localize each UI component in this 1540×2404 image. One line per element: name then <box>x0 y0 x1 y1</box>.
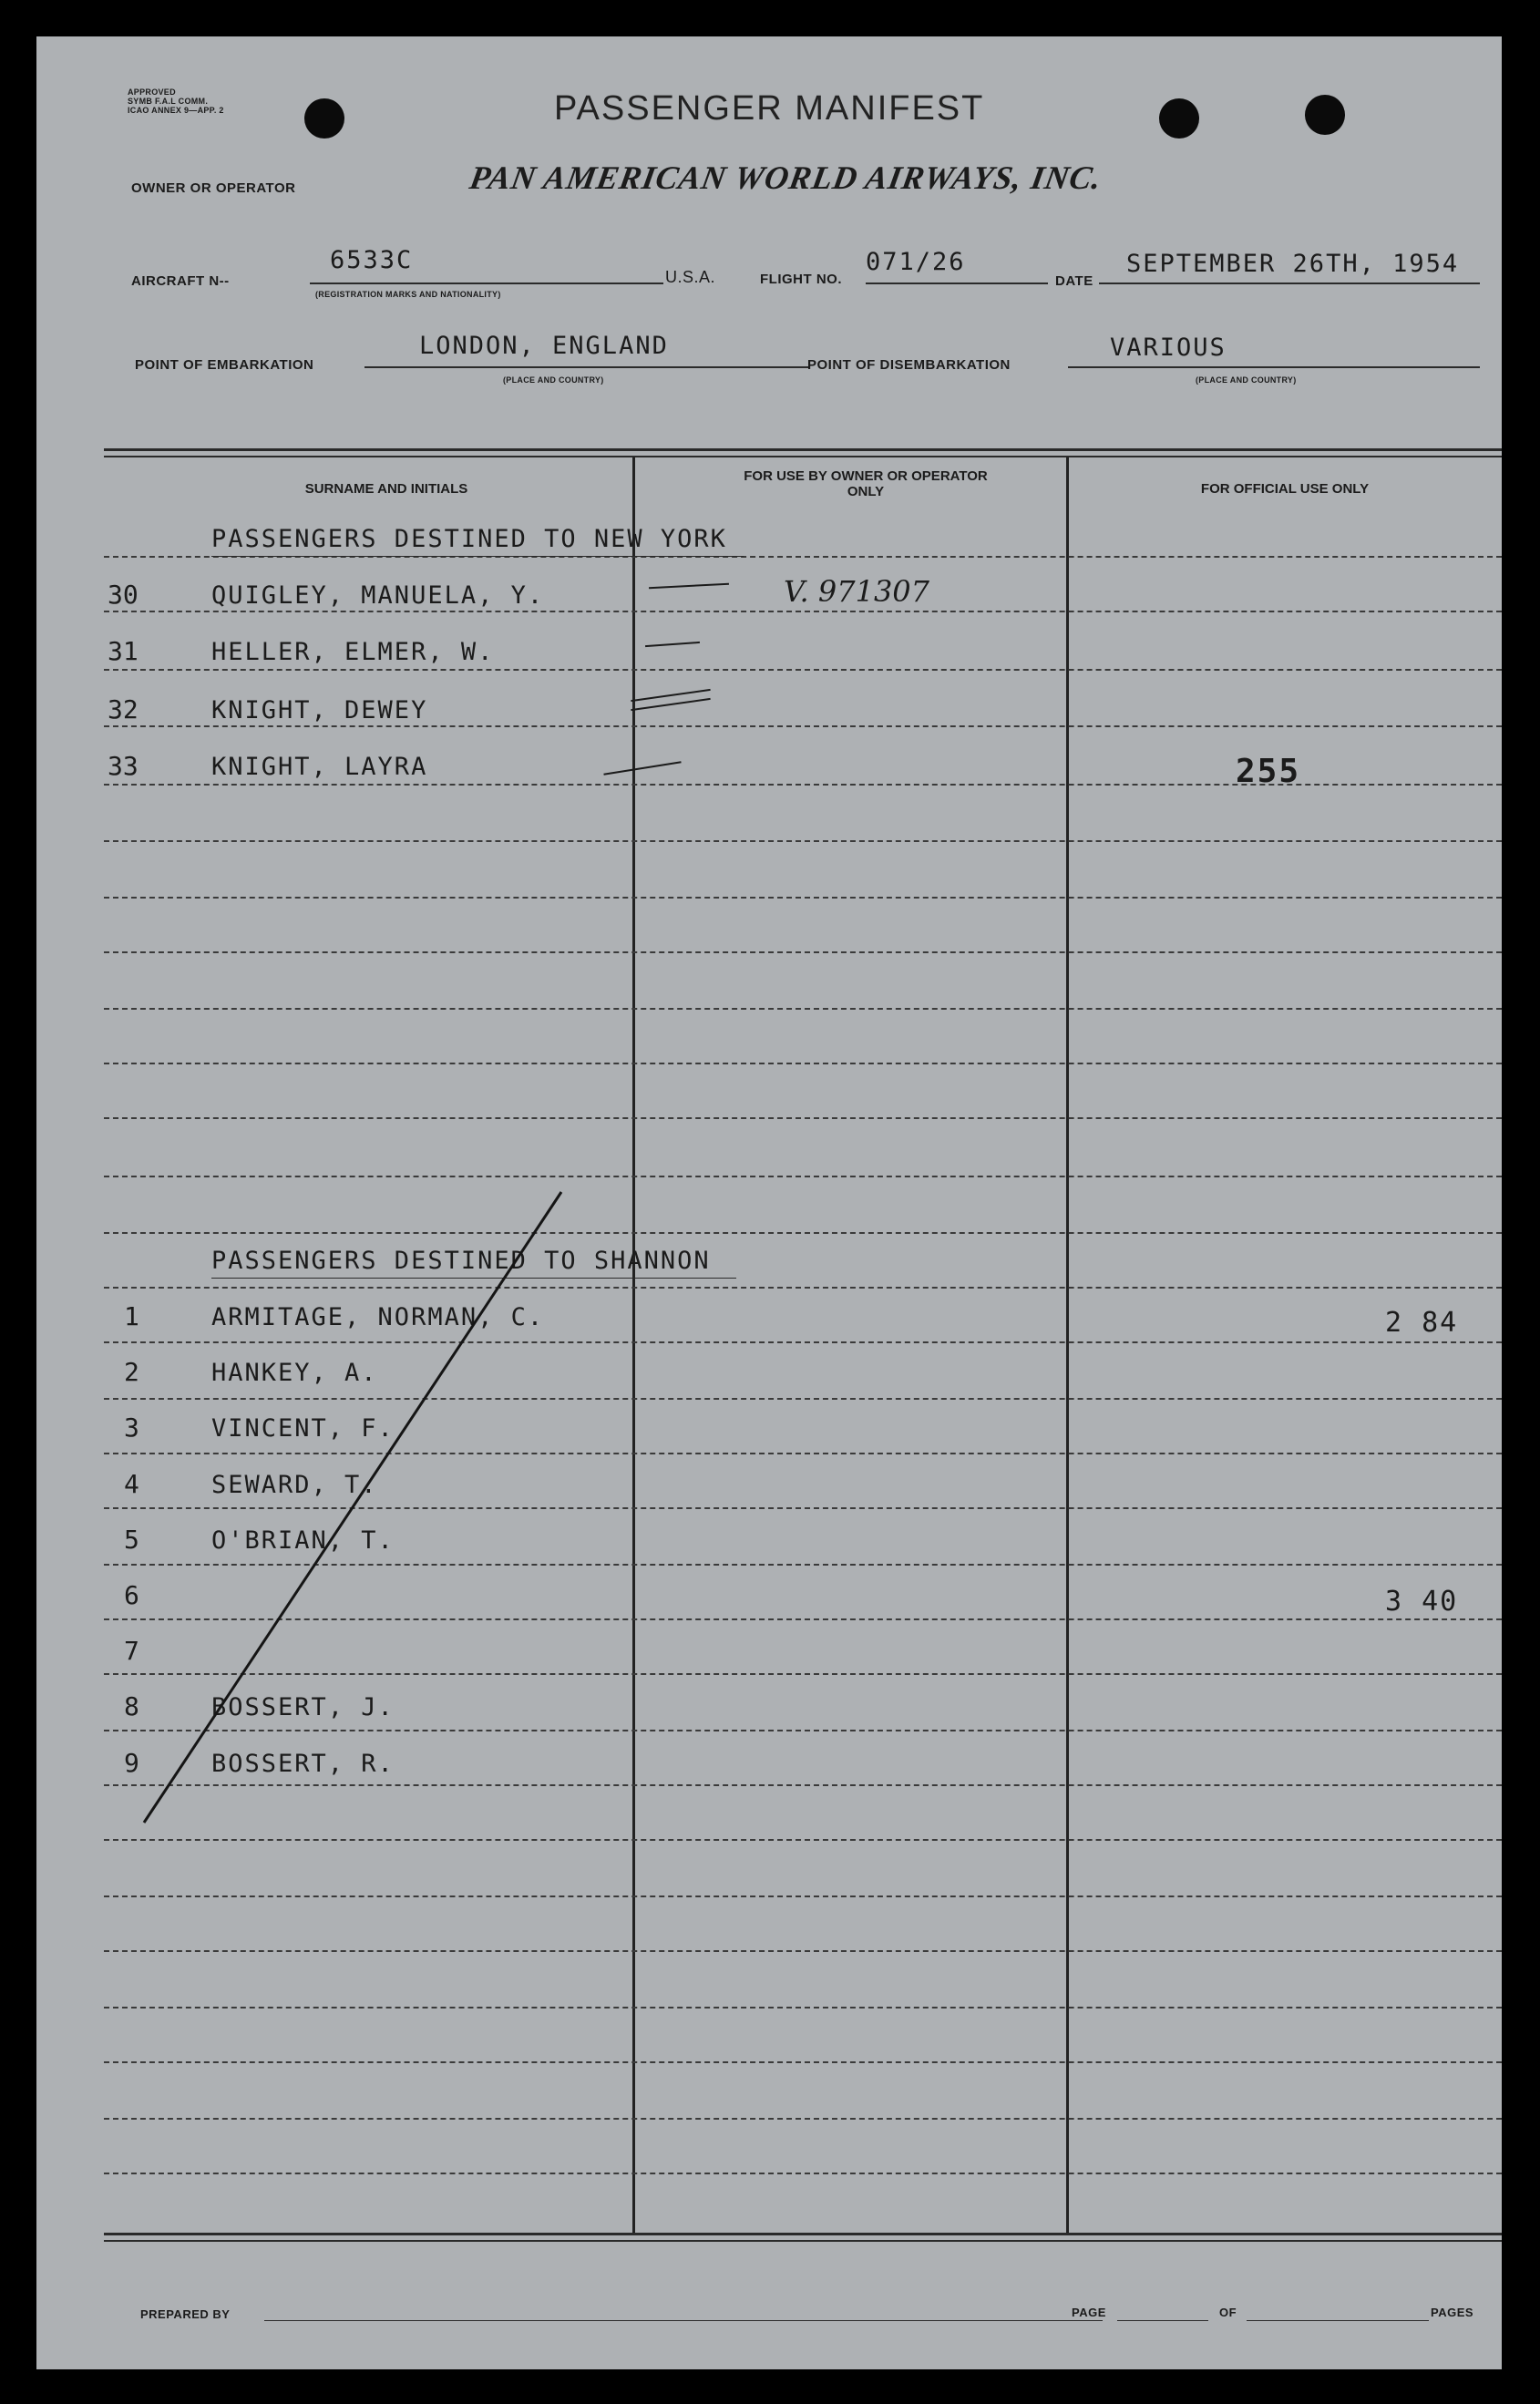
group-heading-shannon: PASSENGERS DESTINED TO SHANNON <box>211 1247 711 1275</box>
aircraft-value: 6533C <box>330 246 414 274</box>
owner-operator-value: PAN AMERICAN WORLD AIRWAYS, INC. <box>467 159 1105 196</box>
owner-note: V. 971307 <box>784 574 930 609</box>
official-use-value: 3 40 <box>1385 1586 1459 1618</box>
row-number: 2 <box>124 1357 139 1387</box>
passenger-name: ARMITAGE, NORMAN, C. <box>211 1303 545 1331</box>
embarkation-value: LONDON, ENGLAND <box>419 332 669 360</box>
aircraft-sublabel: (REGISTRATION MARKS AND NATIONALITY) <box>315 290 501 299</box>
passenger-name: VINCENT, F. <box>211 1414 395 1443</box>
official-use-value: 255 <box>1236 753 1301 790</box>
date-label: DATE <box>1055 273 1093 289</box>
manifest-sheet <box>36 36 1502 2369</box>
row-number: 4 <box>124 1469 139 1499</box>
of-label: OF <box>1219 2306 1237 2319</box>
prepared-by-line <box>264 2320 1103 2321</box>
passenger-name: O'BRIAN, T. <box>211 1526 395 1555</box>
row-number: 33 <box>108 751 139 781</box>
official-use-value: 2 84 <box>1385 1307 1459 1339</box>
table-bottom-rule <box>104 2233 1502 2235</box>
page-line <box>1117 2320 1208 2321</box>
owner-use-column-header: FOR USE BY OWNER OR OPERATOR ONLY <box>744 468 988 499</box>
row-number: 8 <box>124 1691 139 1721</box>
flight-value: 071/26 <box>866 248 966 276</box>
disembarkation-sublabel: (PLACE AND COUNTRY) <box>1196 375 1297 385</box>
disembarkation-label: POINT OF DISEMBARKATION <box>807 357 1011 373</box>
row-number: 1 <box>124 1301 139 1331</box>
aircraft-label: AIRCRAFT N-- <box>131 273 230 289</box>
official-use-column-header: FOR OFFICIAL USE ONLY <box>1200 481 1370 497</box>
owner-operator-label: OWNER OR OPERATOR <box>131 180 296 196</box>
passenger-name: BOSSERT, J. <box>211 1693 395 1721</box>
row-number: 30 <box>108 580 139 610</box>
row-number: 32 <box>108 694 139 724</box>
row-number: 3 <box>124 1413 139 1443</box>
country-text: U.S.A. <box>665 268 716 286</box>
row-number: 9 <box>124 1748 139 1778</box>
row-number: 7 <box>124 1636 139 1666</box>
group-heading-new-york: PASSENGERS DESTINED TO NEW YORK <box>211 525 727 553</box>
disembarkation-value: VARIOUS <box>1110 334 1227 362</box>
strike-through-line <box>36 36 1502 2369</box>
embarkation-label: POINT OF EMBARKATION <box>135 357 314 373</box>
embarkation-sublabel: (PLACE AND COUNTRY) <box>503 375 604 385</box>
prepared-by-label: PREPARED BY <box>140 2307 231 2321</box>
approval-line: APPROVED <box>128 87 176 97</box>
passenger-name: HELLER, ELMER, W. <box>211 638 495 666</box>
of-line <box>1247 2320 1429 2321</box>
passenger-name: BOSSERT, R. <box>211 1750 395 1778</box>
passenger-name: KNIGHT, LAYRA <box>211 753 428 781</box>
passenger-name: QUIGLEY, MANUELA, Y. <box>211 581 545 610</box>
form-title: PASSENGER MANIFEST <box>554 89 985 128</box>
passenger-name: SEWARD, T. <box>211 1471 378 1499</box>
row-number: 31 <box>108 636 139 666</box>
date-value: SEPTEMBER 26TH, 1954 <box>1126 250 1460 278</box>
flight-label: FLIGHT NO. <box>760 272 842 287</box>
passenger-name: KNIGHT, DEWEY <box>211 696 428 724</box>
passenger-name: HANKEY, A. <box>211 1359 378 1387</box>
row-number: 5 <box>124 1525 139 1555</box>
surname-column-header: SURNAME AND INITIALS <box>304 481 468 497</box>
pages-label: PAGES <box>1431 2306 1474 2319</box>
table-bottom-rule <box>104 2240 1502 2242</box>
approval-line: ICAO ANNEX 9—APP. 2 <box>128 106 224 115</box>
approval-line: SYMB F.A.L COMM. <box>128 97 209 106</box>
row-number: 6 <box>124 1580 139 1610</box>
page-label: PAGE <box>1072 2306 1106 2319</box>
